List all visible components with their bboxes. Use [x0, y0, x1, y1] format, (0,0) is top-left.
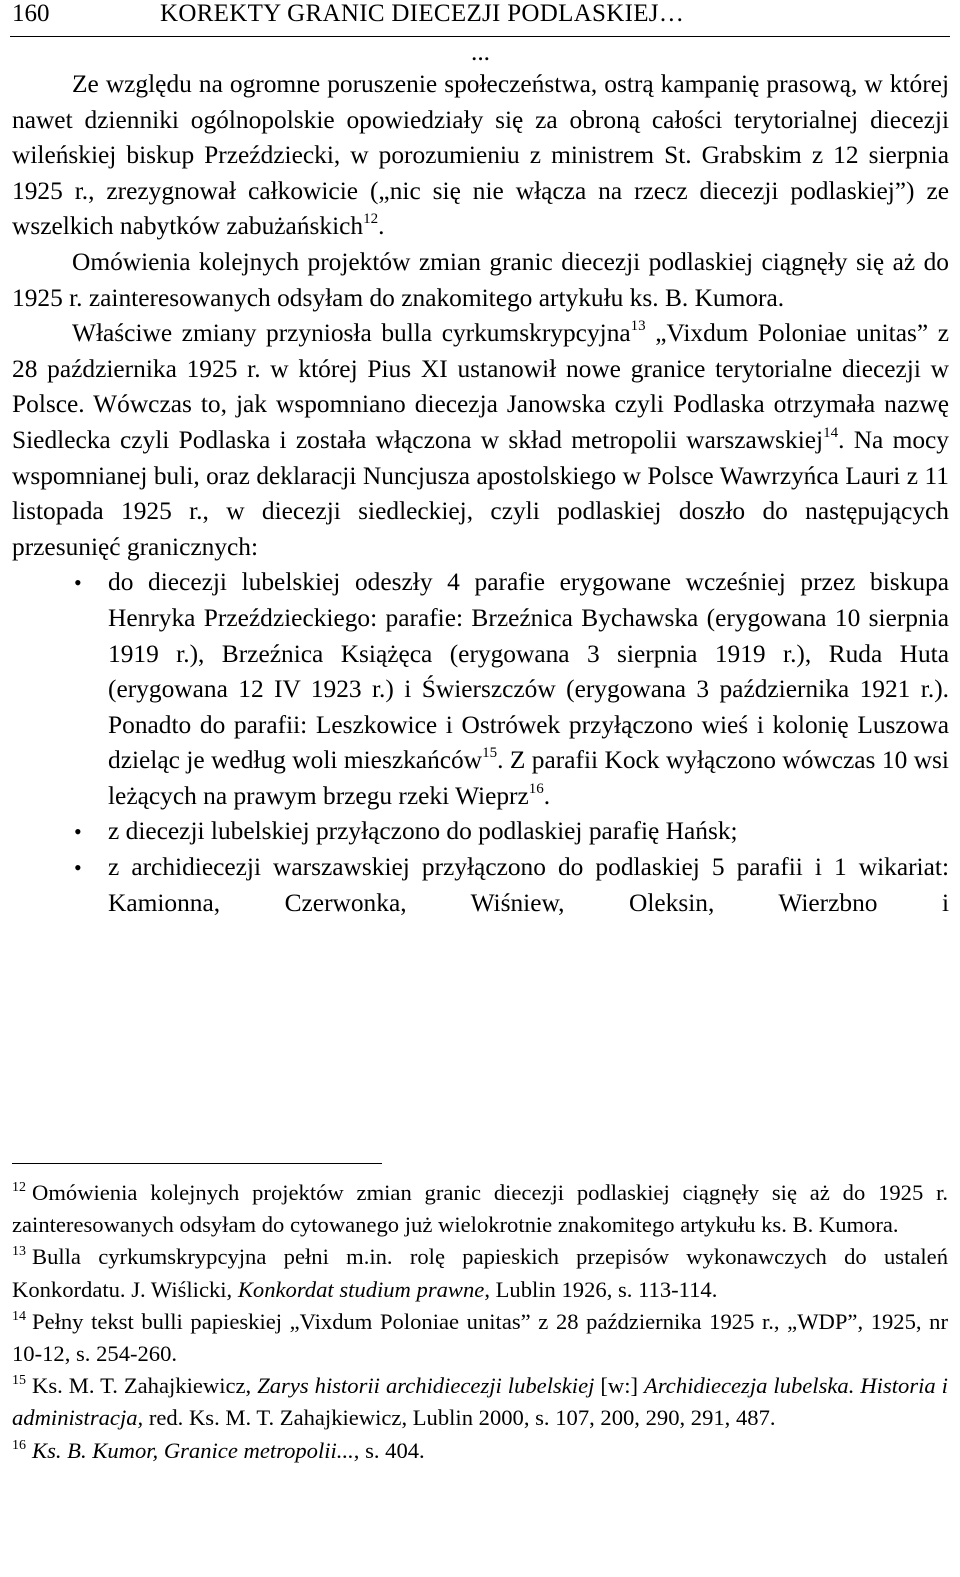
footnote-ref-13: 13 [630, 318, 646, 335]
list-item [12, 850, 949, 921]
footnote-text: red. Ks. M. T. Zahajkiewicz, Lublin 2000, s. 107, 200, 290, 291, 487. [143, 1405, 776, 1431]
footnote-ref-14: 14 [823, 424, 839, 441]
running-head: KOREKTY GRANIC DIECEZJI PODLASKIEJ… [160, 0, 685, 27]
footnote-number: 14 [12, 1308, 26, 1324]
footnote-text: , Lublin 1926, s. 113-114. [484, 1276, 718, 1302]
paragraph-3-text-a: Właściwe zmiany przyniosła bulla cyrkumskrypcyjna [72, 319, 631, 348]
footnote-title: Konkordat studium prawne [237, 1276, 485, 1302]
footnote-text: Omówienia kolejnych projektów zmian granic diecezji podlaskiej ciągnęły się aż do 1925 r. zainteresowanych odsyłam do cytowanego już wielokrotnie znakomitego artykułu ks. B. Kumora. [12, 1180, 948, 1238]
list-item [12, 814, 949, 850]
bullet-list [12, 565, 949, 921]
paragraph-3 [12, 316, 949, 565]
bullet-icon: • [74, 819, 82, 845]
footnote-title: Zarys historii archidiecezji lubelskiej [257, 1373, 595, 1399]
bullet-icon: • [74, 570, 82, 596]
footnote-number: 13 [12, 1244, 26, 1260]
footnote-text: Ks. M. T. Zahajkiewicz, [32, 1373, 258, 1399]
paragraph-1-end: . [378, 212, 385, 241]
paragraph-1-text: Ze względu na ogromne poruszenie społeczeństwa, ostrą kampanię prasową, w której nawet dzienniki ogólnopolskie opowiedziały się za obroną całości terytorialnej diecezji wileńskiej biskup Przeździecki, w porozumieniu z ministrem St. Grabskim z 12 sierpnia 1925 r., zrezygnował całkowicie („nic się nie włącza na rzecz diecezji podlaskiej”) ze wszelkich nabytków zabużańskich [12, 70, 949, 241]
footnotes [12, 1177, 948, 1467]
footnote-14 [12, 1306, 948, 1370]
paragraph-2: Omówienia kolejnych projektów zmian granic diecezji podlaskiej ciągnęły się aż do 1925 r. zainteresowanych odsyłam do znakomitego artykułu ks. B. Kumora. [12, 247, 949, 312]
footnote-text: Bulla cyrkumskrypcyjna pełni m.in. rolę papieskich przepisów wykonawczych do ustaleń Konkordatu. J. Wiślicki, [12, 1244, 948, 1302]
footnote-13 [12, 1241, 948, 1305]
paragraph-1 [12, 67, 949, 245]
footnote-rule [12, 1163, 382, 1164]
page-header [10, 0, 950, 40]
paragraph-3-text-c: . Na mocy wspomnianej buli, oraz deklaracji Nuncjusza apostolskiego w Polsce Wawrzyńca Lauri z 11 listopada 1925 r., w diecezji siedleckiej, czyli podlaskiej doszło do następujących przesunięć granicznych: [12, 425, 949, 561]
footnote-16 [12, 1435, 948, 1467]
continuation-ellipsis: ... [470, 38, 491, 66]
footnote-text: , s. 404. [353, 1437, 425, 1463]
paragraph-3-text-b: „Vixdum Poloniae unitas” z 28 października 1925 r. w której Pius XI ustanowił nowe granice terytorialne diecezji w Polsce. Wówczas to, jak wspomniano diecezja Janowska czyli Podlaska otrzymała nazwę Siedlecka czyli Podlaska i została włączona w skład metropolii warszawskiej [12, 319, 949, 454]
list-item-text-b: . Z parafii Kock wyłączono wówczas 10 wsi leżących na prawym brzegu rzeki Wieprz [108, 746, 949, 810]
list-item-text: z diecezji lubelskiej przyłączono do podlaskiej parafię Hańsk; [108, 817, 738, 846]
footnote-ref-12: 12 [363, 211, 379, 228]
footnote-text: Pełny tekst bulli papieskiej „Vixdum Poloniae unitas” z 28 października 1925 r., „WDP”, 1925, nr 10-12, s. 254-260. [12, 1308, 948, 1367]
list-item-text-c: . [543, 781, 551, 810]
footnote-12 [12, 1177, 948, 1241]
list-item-text-a: do diecezji lubelskiej odeszły 4 parafie erygowane wcześniej przez biskupa Henryka Przeździeckiego: parafie: Brzeźnica Bychawska (erygowana 10 sierpnia 1919 r.), Brzeźnica Książęca (erygowana 3 sierpnia 1919 r.), Ruda Huta (erygowana 12 IV 1923 r.) i Świerszczów (erygowana 3 października 1921 r.). Ponadto do parafii: Leszkowice i Ostrówek przyłączono wieś i kolonię Luszowa dzieląc je według woli mieszkańców [108, 568, 949, 775]
footnote-title: Archidiecezja lubelska. Historia i administracja, [12, 1373, 948, 1431]
footnote-number: 16 [12, 1437, 26, 1453]
list-item-text: z archidiecezji warszawskiej przyłączono do podlaskiej 5 parafii i 1 wikariat: Kamionna, Czerwonka, Wiśniew, Oleksin, Wierzbno i [108, 853, 949, 917]
footnote-number: 12 [12, 1180, 26, 1195]
page-number: 160 [12, 0, 50, 27]
footnote-15 [12, 1370, 948, 1434]
body-text [12, 37, 949, 921]
list-item [12, 565, 949, 814]
footnote-number: 15 [12, 1373, 26, 1389]
footnote-title: Ks. B. Kumor, Granice metropolii... [32, 1437, 354, 1463]
footnote-ref-16: 16 [528, 780, 544, 797]
footnote-ref-15: 15 [482, 745, 498, 762]
bullet-icon: • [74, 855, 82, 881]
footnote-text: [w:] [594, 1373, 645, 1399]
